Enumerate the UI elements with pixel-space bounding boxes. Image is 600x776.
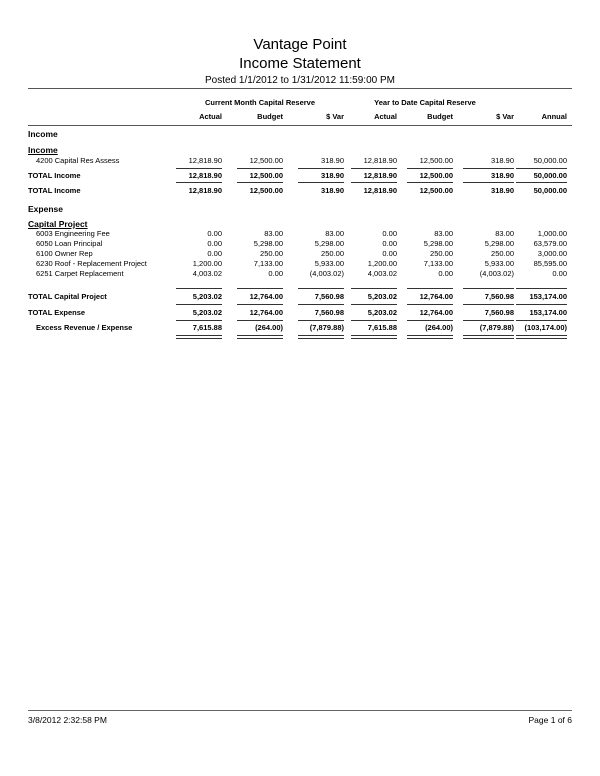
col-header-ytd-var: $ Var: [496, 112, 514, 121]
total-income-subsection-ytd-budget: 12,500.00: [419, 171, 453, 180]
expense-total-rule-annual: [516, 304, 567, 305]
total-income-label: TOTAL Income: [28, 186, 81, 195]
total-income-subsection-cm-actual: 12,818.90: [188, 171, 222, 180]
income-subtotal-rule-cm-budget: [237, 168, 283, 169]
header-rule: [28, 88, 572, 89]
excess-rule-ytd-var: [463, 320, 514, 321]
expense-row-ytd-actual: 1,200.00: [367, 259, 397, 268]
page-number: Page 1 of 6: [528, 715, 572, 725]
income-row-cm-budget: 12,500.00: [249, 156, 283, 165]
total-income-ytd-var: 318.90: [491, 186, 514, 195]
total-capital-project-cm-actual: 5,203.02: [192, 292, 222, 301]
total-expense-cm-budget: 12,764.00: [249, 308, 283, 317]
total-income-ytd-actual: 12,818.90: [363, 186, 397, 195]
col-header-annual: Annual: [541, 112, 567, 121]
printed-timestamp: 3/8/2012 2:32:58 PM: [28, 715, 107, 725]
col-header-ytd-actual: Actual: [374, 112, 397, 121]
excess-revenue-expense-cm-var: (7,879.88): [309, 323, 344, 332]
expense-row-cm-budget: 0.00: [268, 269, 283, 278]
capital-subtotal-rule-cm-actual: [176, 288, 222, 289]
total-capital-project-ytd-actual: 5,203.02: [367, 292, 397, 301]
total-income-cm-actual: 12,818.90: [188, 186, 222, 195]
income-subtotal-rule-annual: [516, 168, 567, 169]
total-capital-project-cm-var: 7,560.98: [314, 292, 344, 301]
expense-row-label: 6251 Carpet Replacement: [36, 269, 124, 278]
income-row-cm-actual: 12,818.90: [188, 156, 222, 165]
excess-rule-ytd-actual: [351, 320, 397, 321]
expense-row-ytd-var: 83.00: [495, 229, 514, 238]
income-subtotal-rule-cm-var: [298, 168, 344, 169]
excess-revenue-expense-ytd-var: (7,879.88): [479, 323, 514, 332]
expense-row-ytd-budget: 0.00: [438, 269, 453, 278]
expense-row-annual: 63,579.00: [533, 239, 567, 248]
capital-subtotal-rule-cm-var: [298, 288, 344, 289]
expense-row-ytd-var: 5,933.00: [484, 259, 514, 268]
col-header-cm-budget: Budget: [257, 112, 283, 121]
excess-rule-cm-budget: [237, 320, 283, 321]
expense-row-label: 6003 Engineering Fee: [36, 229, 110, 238]
expense-row-ytd-actual: 4,003.02: [367, 269, 397, 278]
expense-section-heading: Expense: [28, 204, 63, 214]
excess-rule-ytd-budget: [407, 320, 453, 321]
total-income-cm-budget: 12,500.00: [249, 186, 283, 195]
total-income-subsection-cm-budget: 12,500.00: [249, 171, 283, 180]
col-header-cm-var: $ Var: [326, 112, 344, 121]
expense-total-rule-ytd-actual: [351, 304, 397, 305]
income-row-ytd-actual: 12,818.90: [363, 156, 397, 165]
excess-revenue-expense-annual: (103,174.00): [524, 323, 567, 332]
excess-double-rule-cm-budget: [237, 335, 283, 339]
income-total-rule-annual: [516, 182, 567, 183]
company-name: Vantage Point: [253, 36, 347, 53]
expense-row-ytd-budget: 5,298.00: [423, 239, 453, 248]
total-capital-project-ytd-budget: 12,764.00: [419, 292, 453, 301]
excess-rule-annual: [516, 320, 567, 321]
excess-double-rule-cm-actual: [176, 335, 222, 339]
expense-row-cm-actual: 0.00: [207, 239, 222, 248]
excess-double-rule-ytd-var: [463, 335, 514, 339]
income-subtotal-rule-cm-actual: [176, 168, 222, 169]
excess-double-rule-ytd-actual: [351, 335, 397, 339]
income-total-rule-ytd-var: [463, 182, 514, 183]
column-header-rule: [28, 125, 572, 126]
expense-row-ytd-var: 250.00: [491, 249, 514, 258]
expense-row-cm-budget: 7,133.00: [253, 259, 283, 268]
expense-total-rule-ytd-var: [463, 304, 514, 305]
report-period: Posted 1/1/2012 to 1/31/2012 11:59:00 PM: [205, 75, 395, 86]
total-income-ytd-budget: 12,500.00: [419, 186, 453, 195]
income-row-annual: 50,000.00: [533, 156, 567, 165]
total-expense-cm-var: 7,560.98: [314, 308, 344, 317]
col-header-ytd-budget: Budget: [427, 112, 453, 121]
total-income-subsection-annual: 50,000.00: [533, 171, 567, 180]
expense-row-cm-var: 250.00: [321, 249, 344, 258]
expense-row-ytd-actual: 0.00: [382, 239, 397, 248]
total-capital-project-cm-budget: 12,764.00: [249, 292, 283, 301]
income-row-ytd-var: 318.90: [491, 156, 514, 165]
income-subtotal-rule-ytd-actual: [351, 168, 397, 169]
expense-row-cm-budget: 83.00: [264, 229, 283, 238]
expense-total-rule-cm-var: [298, 304, 344, 305]
group-header-current: Current Month Capital Reserve: [204, 98, 316, 107]
income-total-rule-ytd-budget: [407, 182, 453, 183]
income-row-ytd-budget: 12,500.00: [419, 156, 453, 165]
income-total-rule-cm-var: [298, 182, 344, 183]
expense-row-cm-var: 83.00: [325, 229, 344, 238]
income-row-label: 4200 Capital Res Assess: [36, 156, 120, 165]
excess-double-rule-cm-var: [298, 335, 344, 339]
expense-row-label: 6050 Loan Principal: [36, 239, 103, 248]
excess-revenue-expense-label: Excess Revenue / Expense: [36, 323, 133, 332]
excess-revenue-expense-ytd-actual: 7,615.88: [367, 323, 397, 332]
total-income-annual: 50,000.00: [533, 186, 567, 195]
expense-total-rule-ytd-budget: [407, 304, 453, 305]
expense-row-label: 6230 Roof - Replacement Project: [36, 259, 147, 268]
income-subsection-heading: Income: [28, 145, 58, 155]
total-income-subsection-ytd-actual: 12,818.90: [363, 171, 397, 180]
income-section-heading: Income: [28, 129, 58, 139]
footer-rule: [28, 710, 572, 711]
expense-subsection-heading: Capital Project: [28, 219, 88, 229]
total-expense-ytd-actual: 5,203.02: [367, 308, 397, 317]
expense-row-cm-var: (4,003.02): [309, 269, 344, 278]
excess-rule-cm-actual: [176, 320, 222, 321]
expense-row-ytd-budget: 7,133.00: [423, 259, 453, 268]
expense-row-annual: 3,000.00: [537, 249, 567, 258]
report-title: Income Statement: [239, 55, 361, 72]
income-subtotal-rule-ytd-var: [463, 168, 514, 169]
expense-row-ytd-var: (4,003.02): [479, 269, 514, 278]
capital-subtotal-rule-ytd-actual: [351, 288, 397, 289]
total-expense-annual: 153,174.00: [529, 308, 567, 317]
expense-row-cm-actual: 0.00: [207, 249, 222, 258]
expense-row-cm-actual: 0.00: [207, 229, 222, 238]
expense-row-ytd-budget: 250.00: [430, 249, 453, 258]
expense-row-ytd-actual: 0.00: [382, 249, 397, 258]
total-capital-project-annual: 153,174.00: [529, 292, 567, 301]
expense-row-cm-budget: 5,298.00: [253, 239, 283, 248]
excess-double-rule-annual: [516, 335, 567, 339]
total-income-cm-var: 318.90: [321, 186, 344, 195]
capital-subtotal-rule-ytd-budget: [407, 288, 453, 289]
total-expense-cm-actual: 5,203.02: [192, 308, 222, 317]
capital-subtotal-rule-cm-budget: [237, 288, 283, 289]
expense-row-annual: 85,595.00: [533, 259, 567, 268]
expense-row-ytd-var: 5,298.00: [484, 239, 514, 248]
total-capital-project-ytd-var: 7,560.98: [484, 292, 514, 301]
expense-row-ytd-budget: 83.00: [434, 229, 453, 238]
expense-total-rule-cm-actual: [176, 304, 222, 305]
income-total-rule-cm-actual: [176, 182, 222, 183]
expense-row-label: 6100 Owner Rep: [36, 249, 93, 258]
income-subtotal-rule-ytd-budget: [407, 168, 453, 169]
expense-total-rule-cm-budget: [237, 304, 283, 305]
excess-rule-cm-var: [298, 320, 344, 321]
capital-subtotal-rule-ytd-var: [463, 288, 514, 289]
total-expense-label: TOTAL Expense: [28, 308, 86, 317]
expense-row-cm-budget: 250.00: [260, 249, 283, 258]
expense-row-cm-actual: 4,003.02: [192, 269, 222, 278]
expense-row-cm-var: 5,298.00: [314, 239, 344, 248]
income-row-cm-var: 318.90: [321, 156, 344, 165]
expense-row-annual: 1,000.00: [537, 229, 567, 238]
total-income-subsection-ytd-var: 318.90: [491, 171, 514, 180]
total-income-subsection-label: TOTAL Income: [28, 171, 81, 180]
expense-row-cm-var: 5,933.00: [314, 259, 344, 268]
income-total-rule-cm-budget: [237, 182, 283, 183]
excess-revenue-expense-cm-budget: (264.00): [255, 323, 283, 332]
col-header-cm-actual: Actual: [199, 112, 222, 121]
excess-revenue-expense-cm-actual: 7,615.88: [192, 323, 222, 332]
excess-double-rule-ytd-budget: [407, 335, 453, 339]
expense-row-annual: 0.00: [552, 269, 567, 278]
group-header-ytd: Year to Date Capital Reserve: [374, 98, 476, 107]
expense-row-cm-actual: 1,200.00: [192, 259, 222, 268]
income-total-rule-ytd-actual: [351, 182, 397, 183]
total-income-subsection-cm-var: 318.90: [321, 171, 344, 180]
capital-subtotal-rule-annual: [516, 288, 567, 289]
total-expense-ytd-var: 7,560.98: [484, 308, 514, 317]
total-capital-project-label: TOTAL Capital Project: [28, 292, 107, 301]
total-expense-ytd-budget: 12,764.00: [419, 308, 453, 317]
expense-row-ytd-actual: 0.00: [382, 229, 397, 238]
excess-revenue-expense-ytd-budget: (264.00): [425, 323, 453, 332]
